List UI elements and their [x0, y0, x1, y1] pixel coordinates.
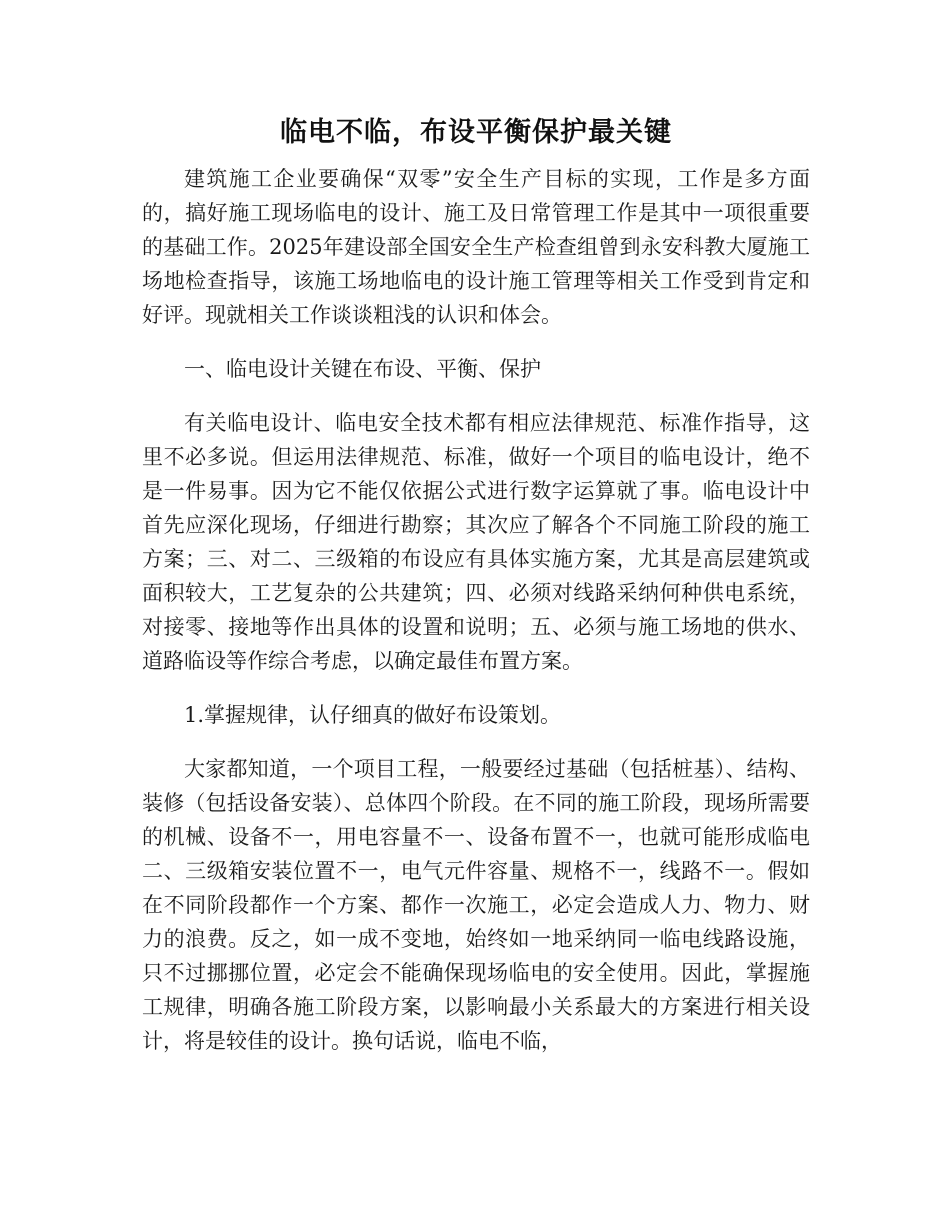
- document-title: 临电不临，布设平衡保护最关键: [280, 117, 672, 148]
- section-heading-1: 一、临电设计关键在布设、平衡、保护: [184, 357, 541, 381]
- subsection-heading-1: 1.掌握规律，认仔细真的做好布设策划。: [184, 703, 562, 727]
- intro-paragraph: 建筑施工企业要确保“双零”安全生产目标的实现，工作是多方面的，搞好施工现场临电的设计、施工及日常管理工作是其中一项很重要的基础工作。2025年建设部全国安全生产检查组曾到永安科教大厦施工场地检查指导，该施工场地临电的设计施工管理等相关工作受到肯定和好评。现就相关工作谈谈粗浅的认识和体会。: [142, 167, 810, 327]
- document-body: [142, 112, 810, 1058]
- body-paragraph-1: 有关临电设计、临电安全技术都有相应法律规范、标准作指导，这里不必多说。但运用法律规范、标准，做好一个项目的临电设计，绝不是一件易事。因为它不能仅依据公式进行数字运算就了事。临电设计中首先应深化现场，仔细进行勘察；其次应了解各个不同施工阶段的施工方案；三、对二、三级箱的布设应有具体实施方案，尤其是高层建筑或面积较大，工艺复杂的公共建筑；四、必须对线路采纳何种供电系统，对接零、接地等作出具体的设置和说明；五、必须与施工场地的供水、道路临设等作综合考虑，以确定最佳布置方案。: [142, 411, 810, 673]
- body-paragraph-2: 大家都知道，一个项目工程，一般要经过基础（包括桩基）、结构、装修（包括设备安装）、总体四个阶段。在不同的施工阶段，现场所需要的机械、设备不一，用电容量不一、设备布置不一，也就可能形成临电二、三级箱安装位置不一，电气元件容量、规格不一，线路不一。假如在不同阶段都作一个方案、都作一次施工，必定会造成人力、物力、财力的浪费。反之，如一成不变地，始终如一地采纳同一临电线路设施，只不过挪挪位置，必定会不能确保现场临电的安全使用。因此，掌握施工规律，明确各施工阶段方案，以影响最小关系最大的方案进行相关设计，将是较佳的设计。换句话说，临电不临，: [142, 757, 810, 1053]
